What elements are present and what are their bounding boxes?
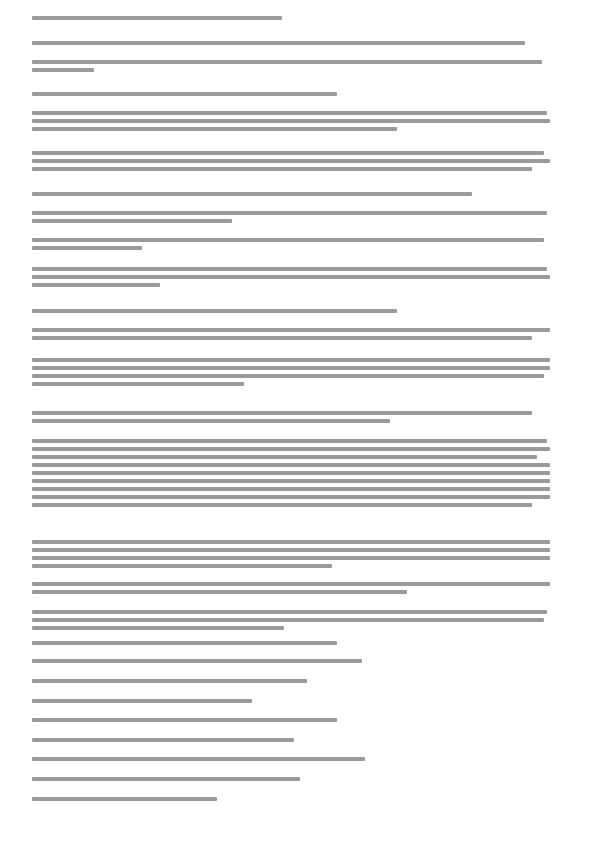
paragraph-6 [32,151,552,175]
text-line [32,16,282,20]
paragraph-8 [32,211,552,227]
text-line [32,211,547,215]
paragraph-11 [32,309,552,317]
text-line [32,455,537,459]
text-line [32,60,542,64]
text-line [32,309,397,313]
text-line [32,495,550,499]
text-line [32,127,397,131]
paragraph-3 [32,60,552,76]
paragraph-5 [32,111,552,135]
paragraph-13 [32,358,552,390]
text-line [32,757,365,761]
paragraph-1 [32,16,552,24]
text-line [32,618,544,622]
text-line [32,336,532,340]
text-line [32,328,550,332]
text-line [32,548,550,552]
text-line [32,463,550,467]
text-line [32,626,284,630]
text-line [32,439,547,443]
paragraph-16 [32,540,552,572]
text-line [32,659,362,663]
paragraph-26 [32,777,552,785]
text-line [32,479,550,483]
text-line [32,219,232,223]
text-line [32,358,550,362]
text-line [32,246,142,250]
paragraph-22 [32,699,552,707]
paragraph-23 [32,718,552,726]
paragraph-25 [32,757,552,765]
text-line [32,111,547,115]
text-line [32,641,337,645]
text-line [32,275,550,279]
text-line [32,41,525,45]
text-line [32,92,337,96]
text-line [32,382,244,386]
text-line [32,238,544,242]
text-line [32,192,472,196]
paragraph-14 [32,411,552,427]
text-line [32,738,294,742]
text-line [32,610,547,614]
text-line [32,283,160,287]
text-line [32,119,550,123]
text-line [32,159,550,163]
text-line [32,167,532,171]
text-line [32,374,544,378]
paragraph-12 [32,328,552,344]
text-line [32,411,532,415]
text-line [32,503,532,507]
text-line [32,564,332,568]
text-line [32,797,217,801]
paragraph-19 [32,641,552,649]
text-line [32,151,544,155]
text-line [32,68,94,72]
text-line [32,267,547,271]
paragraph-21 [32,679,552,687]
text-line [32,447,550,451]
text-line [32,699,252,703]
paragraph-7 [32,192,552,200]
text-line [32,718,337,722]
paragraph-9 [32,238,552,254]
paragraph-4 [32,92,552,100]
text-line [32,540,550,544]
text-line [32,556,550,560]
text-line [32,471,550,475]
paragraph-20 [32,659,552,667]
text-line [32,590,407,594]
text-line [32,679,307,683]
paragraph-18 [32,610,552,634]
paragraph-10 [32,267,552,291]
text-line [32,419,390,423]
paragraph-24 [32,738,552,746]
text-line [32,366,550,370]
paragraph-27 [32,797,552,805]
text-line [32,487,550,491]
text-line [32,777,300,781]
text-line [32,582,550,586]
paragraph-15 [32,439,552,511]
paragraph-2 [32,41,552,49]
paragraph-17 [32,582,552,598]
